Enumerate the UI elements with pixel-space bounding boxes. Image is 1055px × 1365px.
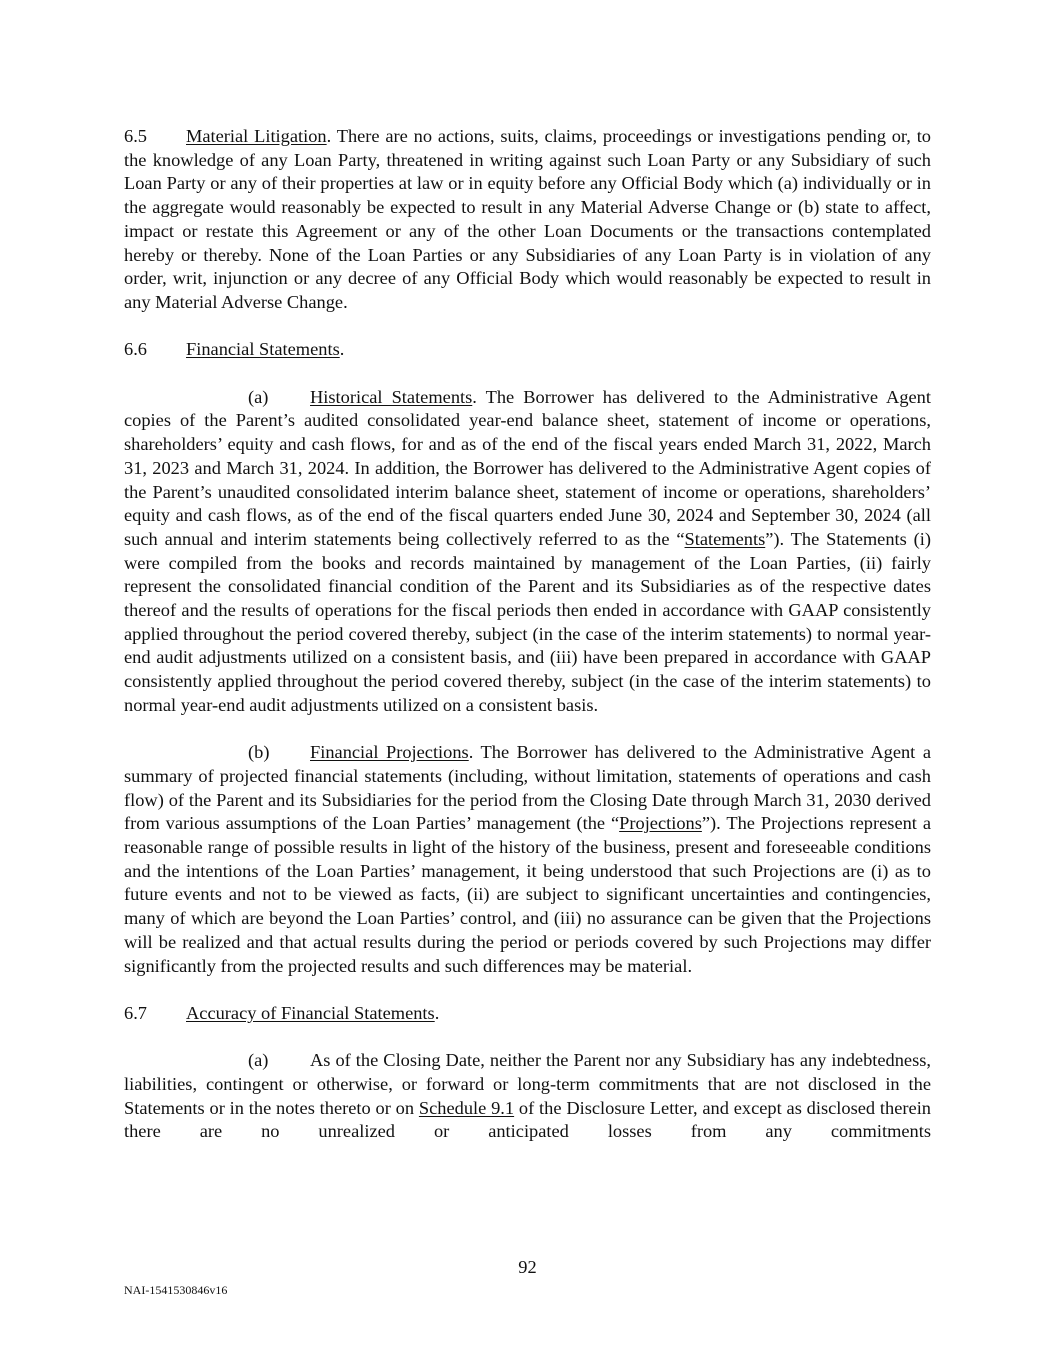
section-heading: Accuracy of Financial Statements: [186, 1002, 435, 1023]
subsection-label: (a): [248, 386, 269, 407]
subsection-label: (a): [248, 1050, 269, 1071]
defined-term: Statements: [684, 528, 766, 549]
document-page: [124, 125, 931, 1144]
subsection-text: ”). The Projections represent a reasonable range of possible results in light of the history of the business, present and foreseeable conditions and the intentions of the Loan Parties’ management, it being understood that such Projections are (i) as to future events and not to be viewed as facts, (ii) are subject to significant uncertainties and contingencies, many of which are beyond the Loan Parties’ control, and (iii) no assurance can be given that the Projections will be realized and that actual results during the period or periods covered by such Projections may differ significantly from the projected results and such differences may be material.: [124, 813, 931, 976]
section-6-6: [124, 338, 931, 362]
section-number: 6.6: [124, 339, 147, 360]
page-number: 92: [518, 1257, 537, 1277]
punctuation: .: [434, 1002, 440, 1023]
subsection-text: As of the Closing Date, neither the Parent nor any Subsidiary has any indebtedness, liabilities, contingent or otherwise, or forward or long-term commitments that are not disclosed in the Statements or in the notes thereto or on: [124, 1050, 931, 1118]
section-heading: Financial Statements: [186, 339, 340, 360]
subsection-text: . The Borrower has delivered to the Administrative Agent a summary of projected financial statements (including, without limitation, statements of operations and cash flow) of the Parent and its Subsidiaries for the period from the Closing Date through March 31, 2030 derived from various assumptions of the Loan Parties’ management (the “: [124, 742, 931, 834]
section-6-7-a: [124, 1049, 931, 1144]
subsection-text: of the Disclosure Letter, and except as disclosed therein there are no unrealized or anticipated losses from any commitments: [124, 1097, 931, 1142]
punctuation: .: [339, 339, 345, 360]
subsection-text: ”). The Statements (i) were compiled from the books and records maintained by management of the Loan Parties, (ii) fairly represent the consolidated financial condition of the Parent and its Subsidiaries as of the respective dates thereof and the results of operations for the fiscal periods then ended in accordance with GAAP consistently applied throughout the period covered thereby, subject (in the case of the interim statements) to normal year-end audit adjustments utilized on a consistent basis, and (iii) have been prepared in accordance with GAAP consistently applied throughout the period covered thereby, subject (in the case of the interim statements) to normal year-end audit adjustments utilized on a consistent basis.: [124, 528, 932, 715]
subsection-label: (b): [248, 742, 270, 763]
section-6-6-a: [124, 386, 931, 718]
section-text: . There are no actions, suits, claims, proceedings or investigations pending or, to the knowledge of any Loan Party, threatened in writing against such Loan Party or any Subsidiary of such Loan Party or any of their properties at law or in equity before any Official Body which (a) individually or in the aggregate would reasonably be expected to result in any Material Adverse Change or (b) state to affect, impact or restate this Agreement or any of the other Loan Documents or the transactions contemplated hereby or thereby. None of the Loan Parties or any Subsidiaries of any Loan Party is in violation of any order, writ, injunction or any decree of any Official Body which would reasonably be expected to result in any Material Adverse Change.: [124, 126, 931, 312]
section-6-5: [124, 125, 931, 315]
section-6-6-b: [124, 741, 931, 978]
document-id: NAI-1541530846v16: [124, 1283, 228, 1297]
section-heading: Material Litigation: [186, 126, 327, 146]
subsection-heading: Financial Projections: [310, 742, 469, 763]
section-6-7: [124, 1002, 931, 1026]
schedule-reference: Schedule 9.1: [418, 1097, 515, 1118]
subsection-heading: Historical Statements: [310, 386, 473, 407]
section-number: 6.7: [124, 1002, 147, 1023]
defined-term: Projections: [619, 813, 702, 834]
section-number: 6.5: [124, 126, 147, 146]
subsection-text: . The Borrower has delivered to the Administrative Agent copies of the Parent’s audited consolidated year-end balance sheet, statement of income or operations, shareholders’ equity and cash flows, for and as of the end of the fiscal years ended March 31, 2022, March 31, 2023 and March 31, 2024. In addition, the Borrower has delivered to the Administrative Agent copies of the Parent’s unaudited consolidated interim balance sheet, statement of income or operations, shareholders’ equity and cash flows, as of the end of the fiscal quarters ended June 30, 2024 and September 30, 2024 (all such annual and interim statements being collectively referred to as the “: [124, 386, 931, 549]
